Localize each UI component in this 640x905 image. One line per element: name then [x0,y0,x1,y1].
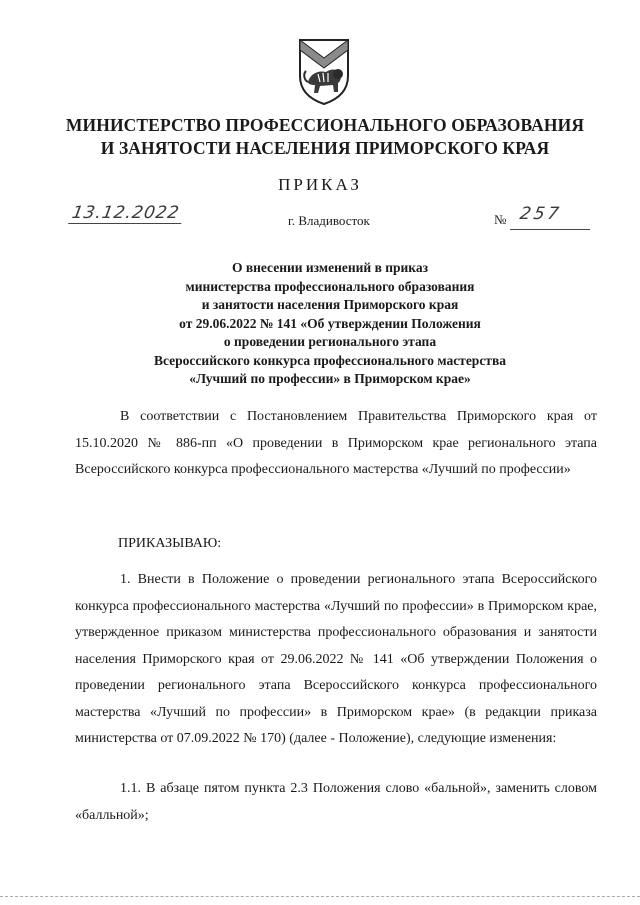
subject-line: от 29.06.2022 № 141 «Об утверждении Положения [179,315,481,331]
ministry-title-line-1: МИНИСТЕРСТВО ПРОФЕССИОНАЛЬНОГО ОБРАЗОВАНИЯ [65,115,585,135]
handwritten-number: 257 [518,204,564,224]
city-label: г. Владивосток [288,213,370,228]
number-label: № [494,212,507,227]
number-underline [510,229,590,230]
item-1-1-text: 1.1. В абзаце пятом пункта 2.3 Положения слово «бальной», заменить словом «балльной»; [75,781,597,823]
subject-line: О внесении изменений в приказ [231,260,429,275]
document-meta-row [0,203,640,233]
item-1-text: 1. Внести в Положение о проведении регионального этапа Всероссийского конкурса профессионального мастерства «Лучший по профессии» в Приморском крае, утвержденное приказом министерства профессионального образования и занятости населения Приморского края от 29.06.2022 № 141 «Об утверждении Положения о проведении регионального этапа Всероссийского конкурса профессионального мастерства «Лучший по профессии» в Приморском крае» (в редакции приказа министерства от 07.09.2022 № 170) (далее - Положение), следующие изменения: [75,572,597,746]
subject-line: «Лучший по профессии» в Приморском крае» [189,371,471,386]
subject-line: министерства профессионального образования [185,278,475,294]
subject-line: Всероссийского конкурса профессионального мастерства [154,352,506,368]
page-bottom-edge [0,896,640,897]
order-verb: ПРИКАЗЫВАЮ: [118,536,222,551]
primorye-tiger-crest-icon [296,36,352,106]
item-1-paragraph [75,567,597,753]
ministry-title [30,114,620,160]
preamble-paragraph [75,404,597,484]
item-1-1-paragraph [75,776,597,829]
document-type: ПРИКАЗ [278,175,362,194]
subject-line: и занятости населения Приморского края [201,297,459,312]
order-subject [60,259,600,389]
subject-line: о проведении регионального этапа [223,334,437,349]
handwritten-date: 13.12.2022 [68,203,185,224]
ministry-title-line-2: И ЗАНЯТОСТИ НАСЕЛЕНИЯ ПРИМОРСКОГО КРАЯ [100,138,550,158]
preamble-text: В соответствии с Постановлением Правительства Приморского края от 15.10.2020 № 886-пп «О проведении в Приморском крае регионального этапа Всероссийского конкурса профессионального мастерства «Лучший по профессии» [75,409,597,477]
